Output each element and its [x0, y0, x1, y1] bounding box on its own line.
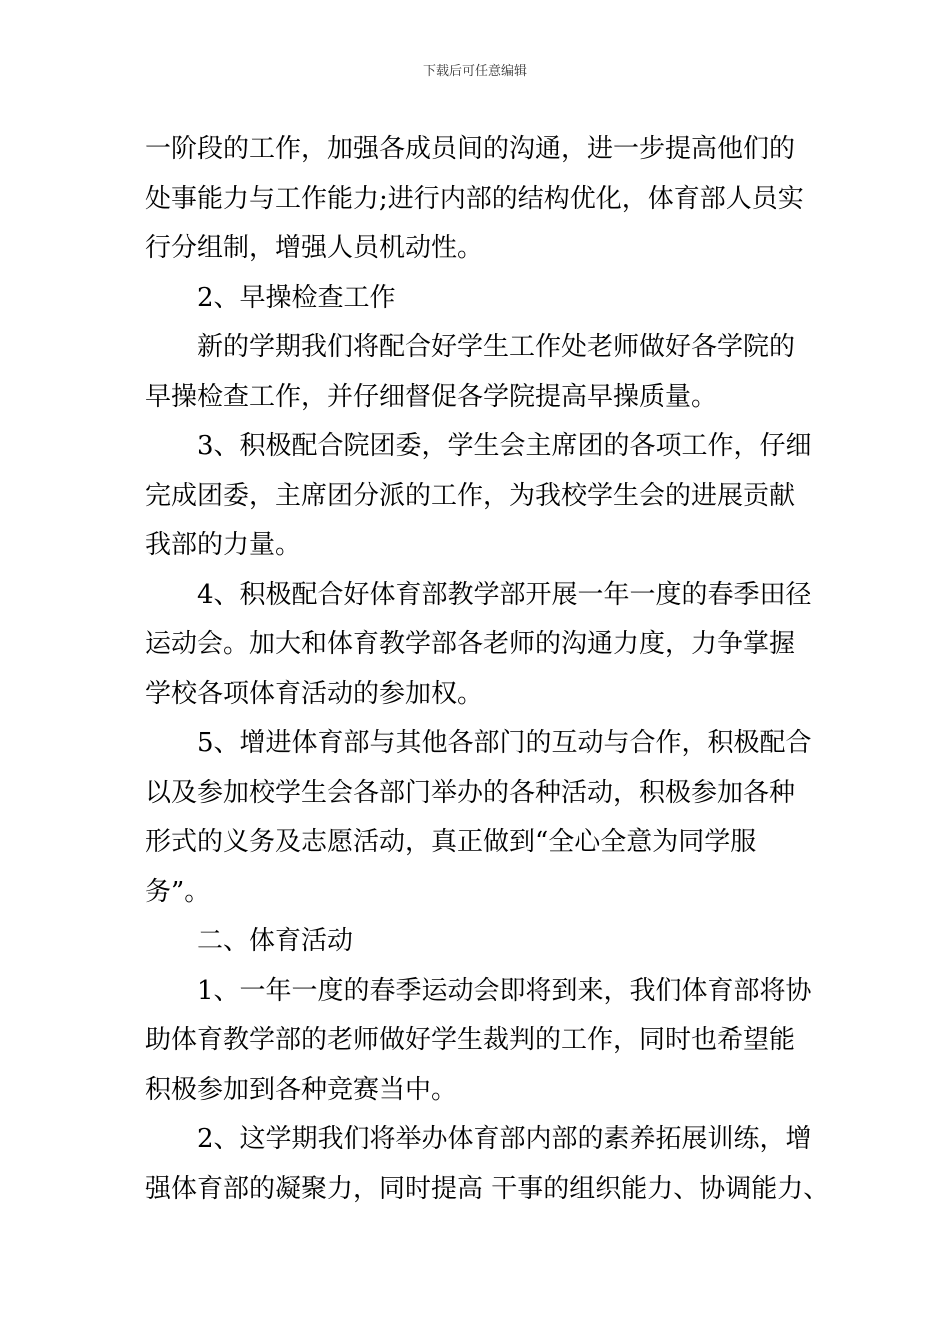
text-line: 完成团委，主席团分派的工作，为我校学生会的进展贡献 [145, 480, 796, 511]
text-line: 早操检查工作，并仔细督促各学院提高早操质量。 [145, 381, 718, 412]
text-line: 1、一年一度的春季运动会即将到来，我们体育部将协 [197, 975, 812, 1006]
text-line: 2、早操检查工作 [197, 282, 396, 313]
paragraph-morning-exercise [145, 323, 825, 422]
text-line: 形式的义务及志愿活动，真正做到“全心全意为同学服 [145, 827, 757, 857]
section-heading-sports-activities [145, 917, 825, 967]
text-line: 运动会。加大和体育教学部各老师的沟通力度，力争掌握 [145, 629, 796, 659]
text-line: 3、积极配合院团委，学生会主席团的各项工作，仔细 [197, 431, 812, 461]
text-line: 学校各项体育活动的参加权。 [145, 678, 484, 709]
text-line: 二、体育活动 [197, 926, 354, 956]
text-line: 一阶段的工作，加强各成员间的沟通，进一步提高他们的 [145, 134, 796, 164]
text-line: 以及参加校学生会各部门举办的各种活动，积极参加各种 [145, 777, 796, 808]
paragraph-item-5 [145, 719, 825, 917]
text-line: 4、积极配合好体育部教学部开展一年一度的春季田径 [197, 579, 812, 610]
text-line: 行分组制，增强人员机动性。 [145, 233, 484, 263]
text-line: 新的学期我们将配合好学生工作处老师做好各学院的 [197, 332, 796, 362]
text-line: 助体育教学部的老师做好学生裁判的工作，同时也希望能 [145, 1025, 796, 1055]
text-line: 积极参加到各种竞赛当中。 [145, 1074, 458, 1105]
text-line: 处事能力与工作能力;进行内部的结构优化，体育部人员实 [145, 183, 804, 214]
text-line: 我部的力量。 [145, 530, 302, 560]
paragraph-item-4 [145, 571, 825, 720]
text-line: 2、这学期我们将举办体育部内部的素养拓展训练，增 [197, 1124, 812, 1154]
section-heading-morning-exercise [145, 274, 825, 324]
paragraph-activity-2 [145, 1115, 830, 1214]
document-body [145, 125, 830, 1214]
text-line: 5、增进体育部与其他各部门的互动与合作，积极配合 [197, 728, 812, 758]
paragraph-activity-1 [145, 967, 825, 1116]
paragraph-continuation [145, 125, 825, 274]
text-line: 强体育部的凝聚力，同时提高 干事的组织能力、协调能力、 [145, 1173, 830, 1204]
text-line: 务”。 [145, 876, 211, 907]
page-header-note: 下载后可任意编辑 [422, 64, 527, 79]
paragraph-item-3 [145, 422, 825, 571]
